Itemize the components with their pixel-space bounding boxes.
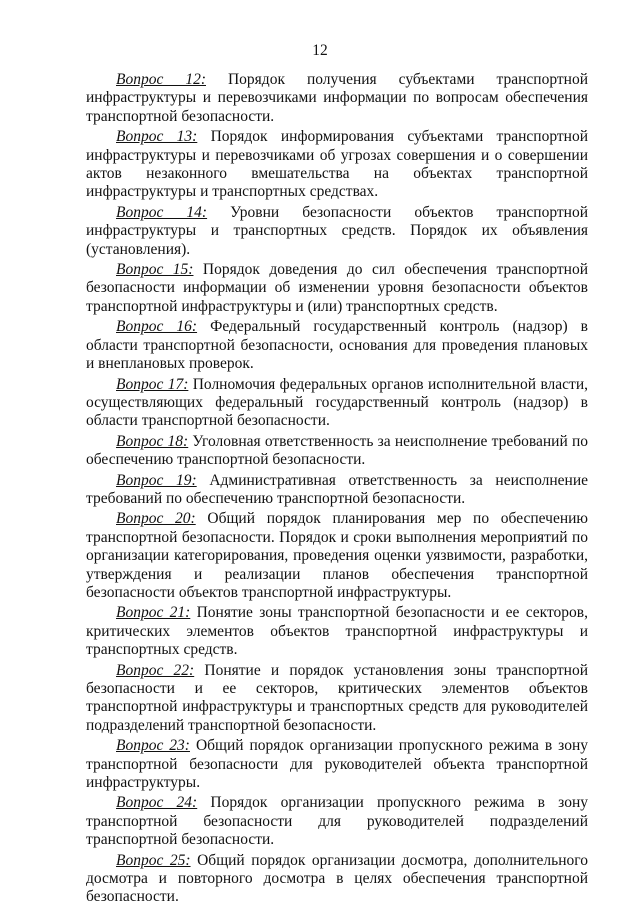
question-text: Уголовная ответственность за неисполнение требований по обеспечению транспортной безопасности. (86, 432, 588, 469)
question-text: Порядок информирования субъектами транспортной инфраструктуры и перевозчиками об угрозах совершения и о совершении актов незаконного вмешательства на объектах транспортной инфраструктуры и транспортных средствах. (86, 128, 588, 201)
question-text: Общий порядок организации досмотра, дополнительного досмотра и повторного досмотра в целях обеспечения транспортной безопасности. (86, 851, 588, 906)
question-label: Вопрос 12: (116, 71, 206, 88)
question-text: Полномочия федеральных органов исполнительной власти, осуществляющих федеральный государственный контроль (надзор) в области транспортной безопасности. (86, 375, 588, 430)
question-item (86, 261, 588, 316)
question-item (86, 433, 588, 470)
question-text: Общий порядок планирования мер по обеспечению транспортной безопасности. Порядок и сроки выполнения мероприятий по организации категорирования, проведения оценки уязвимости, разработки, утверждения и реализации планов обеспечения транспортной безопасности объектов транспортной инфраструктуры. (86, 510, 588, 601)
question-item (86, 204, 588, 259)
question-label: Вопрос 14: (116, 203, 208, 221)
question-text: Порядок доведения до сил обеспечения транспортной безопасности информации об изменении уровня безопасности объектов транспортной инфраструктуры и (или) транспортных средств. (86, 261, 588, 315)
question-item (86, 472, 588, 509)
question-item (86, 376, 588, 431)
question-item (86, 662, 588, 736)
question-label: Вопрос 22: (116, 661, 195, 679)
question-label: Вопрос 15: (116, 261, 194, 279)
question-label: Вопрос 21: (116, 604, 191, 622)
question-label: Вопрос 20: (116, 510, 196, 528)
question-text: Понятие и порядок установления зоны транспортной безопасности и ее секторов, критических элементов объектов транспортной инфраструктуры и транспортных средств для руководителей подразделений транспортной безопасности. (86, 661, 588, 734)
question-text: Порядок получения субъектами транспортной инфраструктуры и перевозчиками информации по вопросам обеспечения транспортной безопасности. (86, 71, 588, 125)
question-label: Вопрос 13: (116, 128, 198, 146)
page-number: 12 (312, 42, 328, 59)
question-label: Вопрос 16: (116, 318, 198, 336)
question-label: Вопрос 24: (116, 794, 198, 812)
question-item (86, 794, 588, 849)
question-item (86, 318, 588, 373)
question-list (86, 71, 588, 909)
question-text: Порядок организации пропускного режима в зону транспортной безопасности для руководителей подразделений транспортной безопасности. (86, 794, 588, 849)
question-text: Административная ответственность за неисполнение требований по обеспечению транспортной безопасности. (86, 471, 588, 507)
question-item (86, 737, 588, 792)
question-label: Вопрос 19: (116, 471, 197, 489)
question-item (86, 604, 588, 659)
question-text: Общий порядок организации пропускного режима в зону транспортной безопасности для руководителей объекта транспортной инфраструктуры. (86, 737, 588, 792)
question-text: Федеральный государственный контроль (надзор) в области транспортной безопасности, основания для проведения плановых и внеплановых проверок. (86, 318, 588, 373)
question-label: Вопрос 25: (116, 851, 191, 869)
question-item (86, 852, 588, 907)
question-text: Понятие зоны транспортной безопасности и ее секторов, критических элементов объектов транспортной инфраструктуры и транспортных средств. (86, 604, 588, 659)
question-label: Вопрос 17: (116, 375, 189, 393)
question-item (86, 71, 588, 126)
question-label: Вопрос 23: (116, 737, 190, 755)
question-text: Уровни безопасности объектов транспортной инфраструктуры и транспортных средств. Порядок их объявления (установления). (86, 203, 588, 258)
question-item (86, 128, 588, 202)
question-item (86, 510, 588, 602)
question-label: Вопрос 18: (116, 432, 189, 450)
